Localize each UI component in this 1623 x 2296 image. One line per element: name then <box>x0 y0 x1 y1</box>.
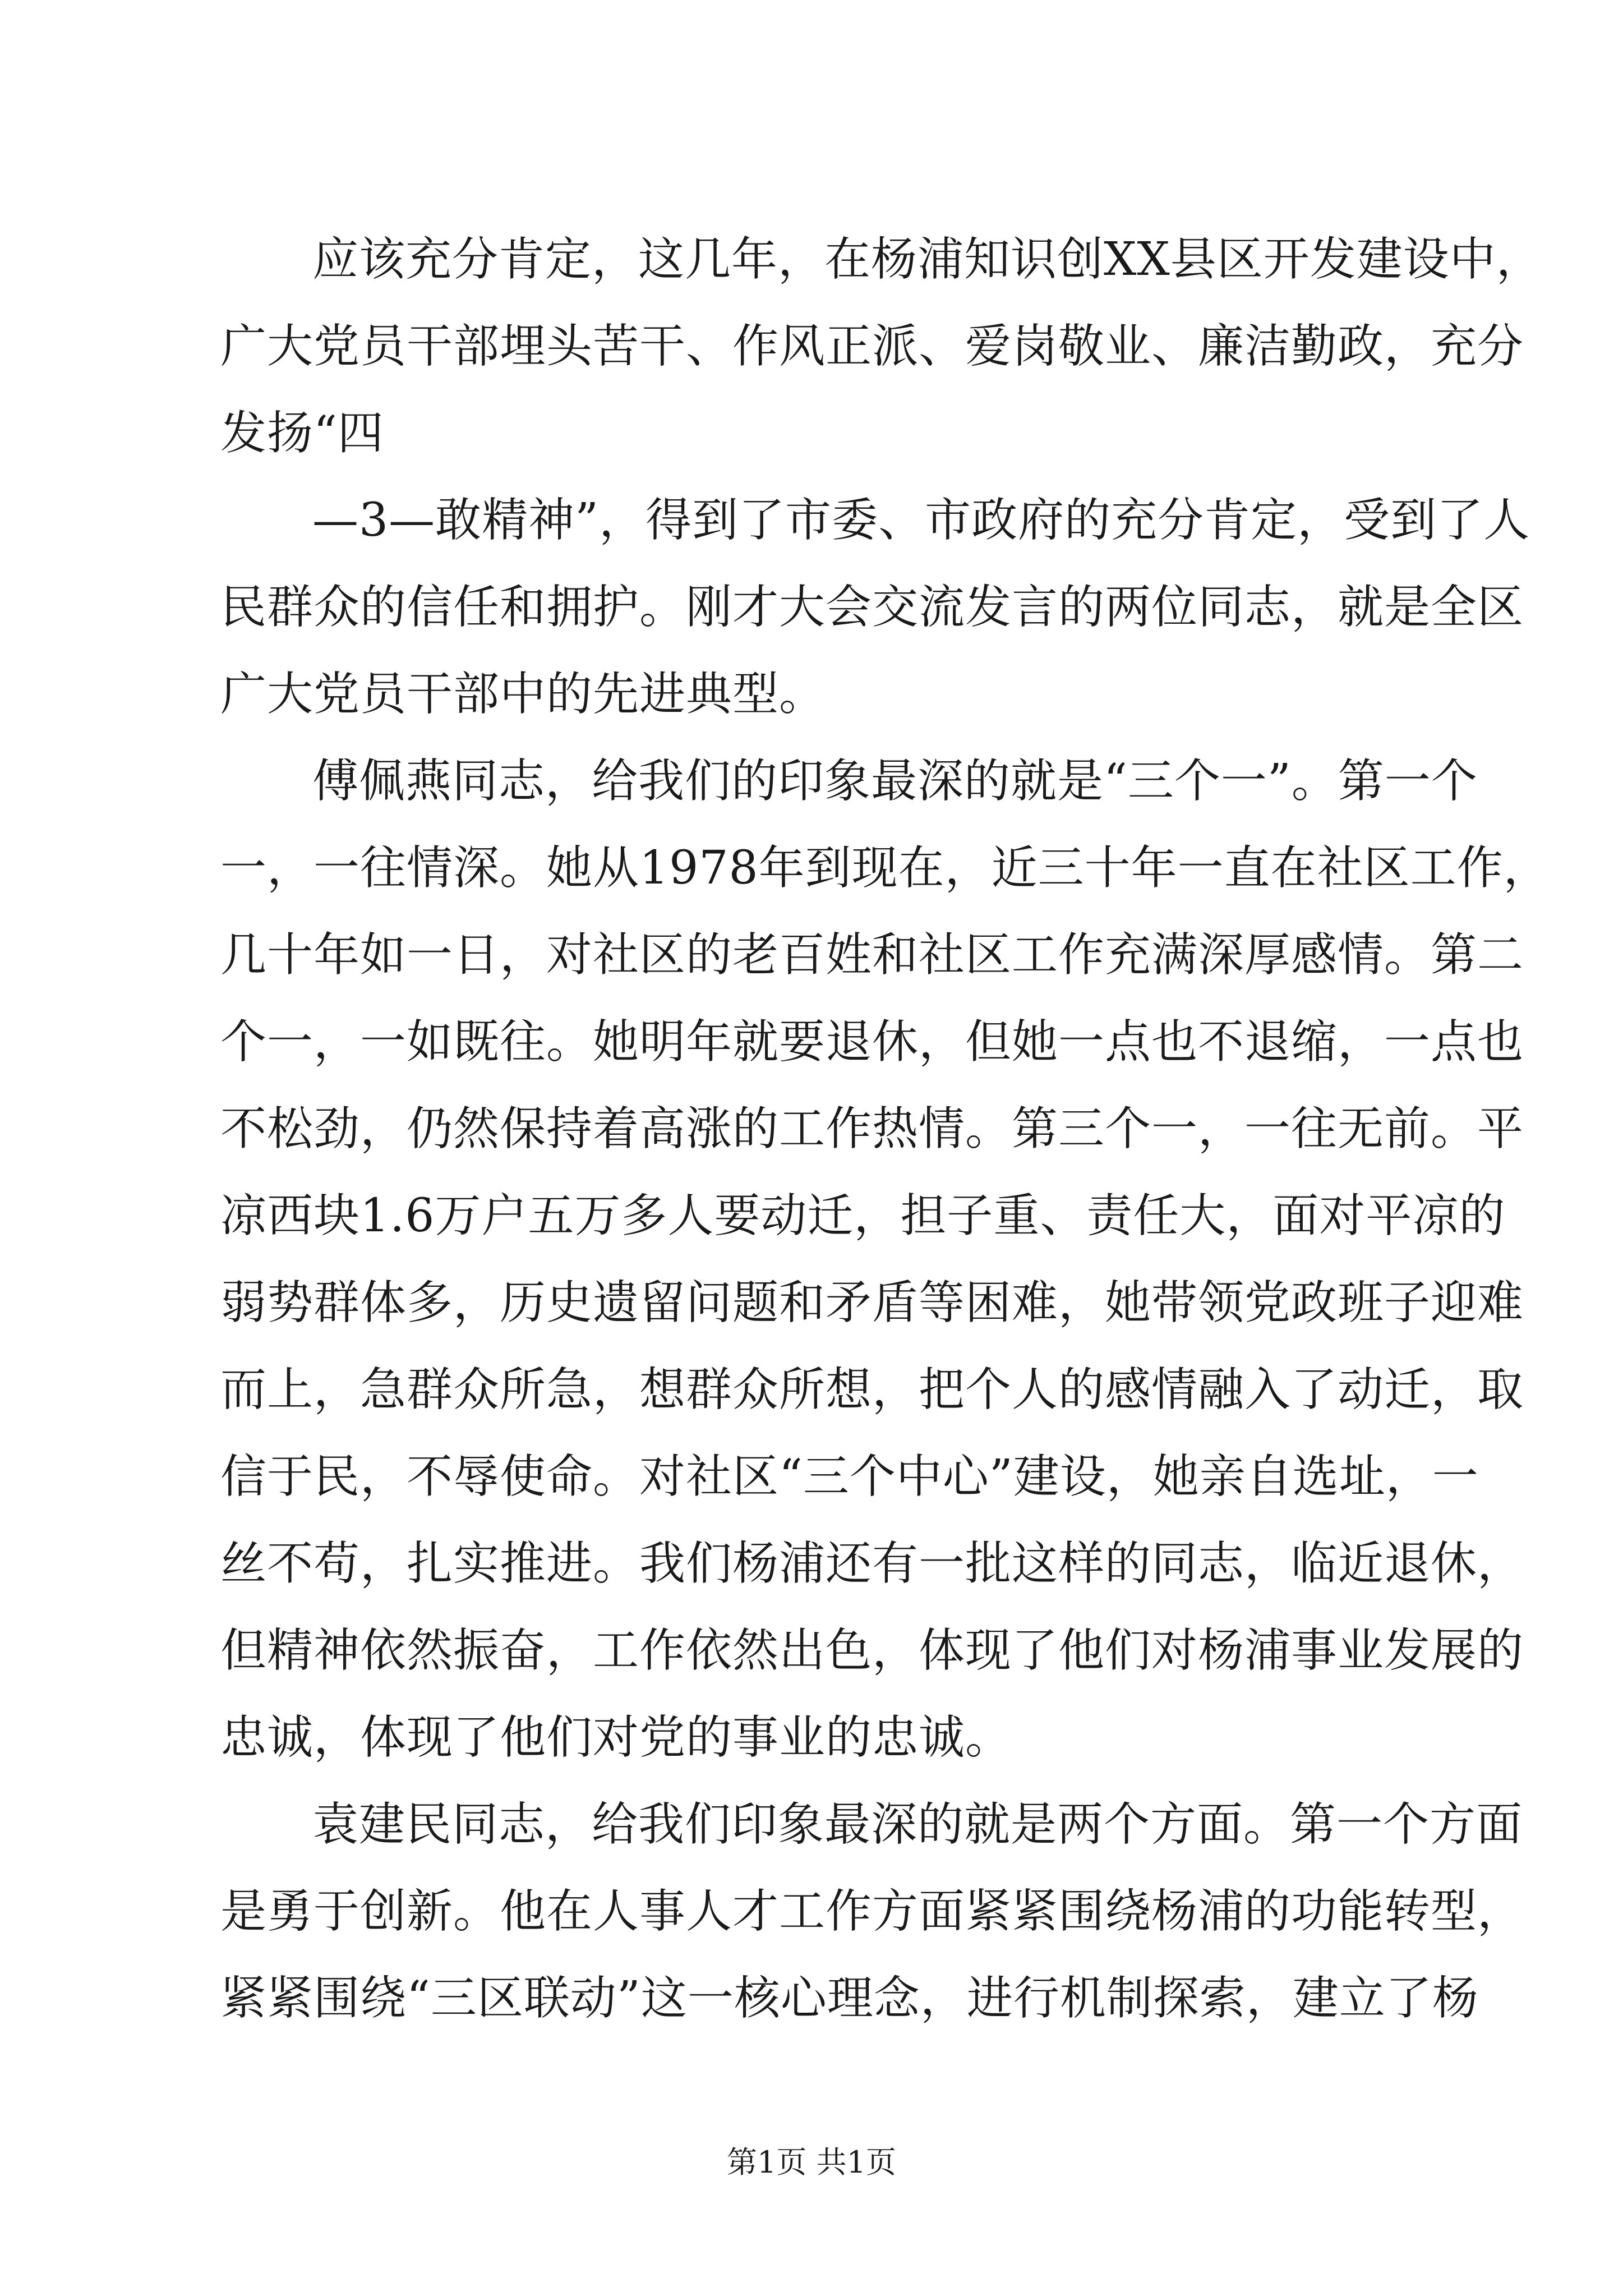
text-line: 民群众的信任和拥护。刚才大会交流发言的两位同志，就是全区 <box>220 581 1524 634</box>
text-line: 紧紧围绕“三区联动”这一核心理念，进行机制探索，建立了杨 <box>220 1972 1479 2025</box>
text-line: 几十年如一日，对社区的老百姓和社区工作充满深厚感情。第二 <box>220 928 1524 982</box>
text-line: 傅佩燕同志，给我们的印象最深的就是“三个一”。第一个 <box>312 754 1478 808</box>
text-line: 一，一往情深。她从1978年到现在，近三十年一直在社区工作， <box>220 841 1550 895</box>
body-text <box>220 216 1550 2042</box>
text-line: 袁建民同志，给我们印象最深的就是两个方面。第一个方面 <box>312 1798 1523 1851</box>
text-line: 广大党员干部埋头苦干、作风正派、爱岗敬业、廉洁勤政，充分 <box>220 320 1524 373</box>
text-line: 是勇于创新。他在人事人才工作方面紧紧围绕杨浦的功能转型， <box>220 1885 1524 1938</box>
text-line: —3—敢精神”，得到了市委、市政府的充分肯定，受到了人 <box>312 494 1530 547</box>
text-line: 弱势群体多，历史遗留问题和矛盾等困难，她带领党政班子迎难 <box>220 1276 1524 1329</box>
text-line: 凉西块1.6万户五万多人要动迁，担子重、责任大，面对平凉的 <box>220 1189 1506 1243</box>
text-line: 个一，一如既往。她明年就要退休，但她一点也不退缩，一点也 <box>220 1015 1524 1069</box>
text-line: 忠诚，体现了他们对党的事业的忠诚。 <box>220 1711 1012 1764</box>
text-line: 发扬“四 <box>220 407 384 460</box>
text-line: 但精神依然振奋，工作依然出色，体现了他们对杨浦事业发展的 <box>220 1624 1524 1677</box>
text-line: 广大党员干部中的先进典型。 <box>220 668 826 721</box>
text-line: 丝不苟，扎实推进。我们杨浦还有一批这样的同志，临近退休， <box>220 1537 1524 1590</box>
text-line: 信于民，不辱使命。对社区“三个中心”建设，她亲自选址，一 <box>220 1450 1479 1503</box>
text-line: 而上，急群众所急，想群众所想，把个人的感情融入了动迁，取 <box>220 1363 1524 1416</box>
text-line: 不松劲，仍然保持着高涨的工作热情。第三个一，一往无前。平 <box>220 1102 1524 1156</box>
page-footer: 第1页 共1页 <box>727 2145 896 2180</box>
text-line: 应该充分肯定，这几年，在杨浦知识创XX县区开发建设中， <box>312 233 1543 286</box>
